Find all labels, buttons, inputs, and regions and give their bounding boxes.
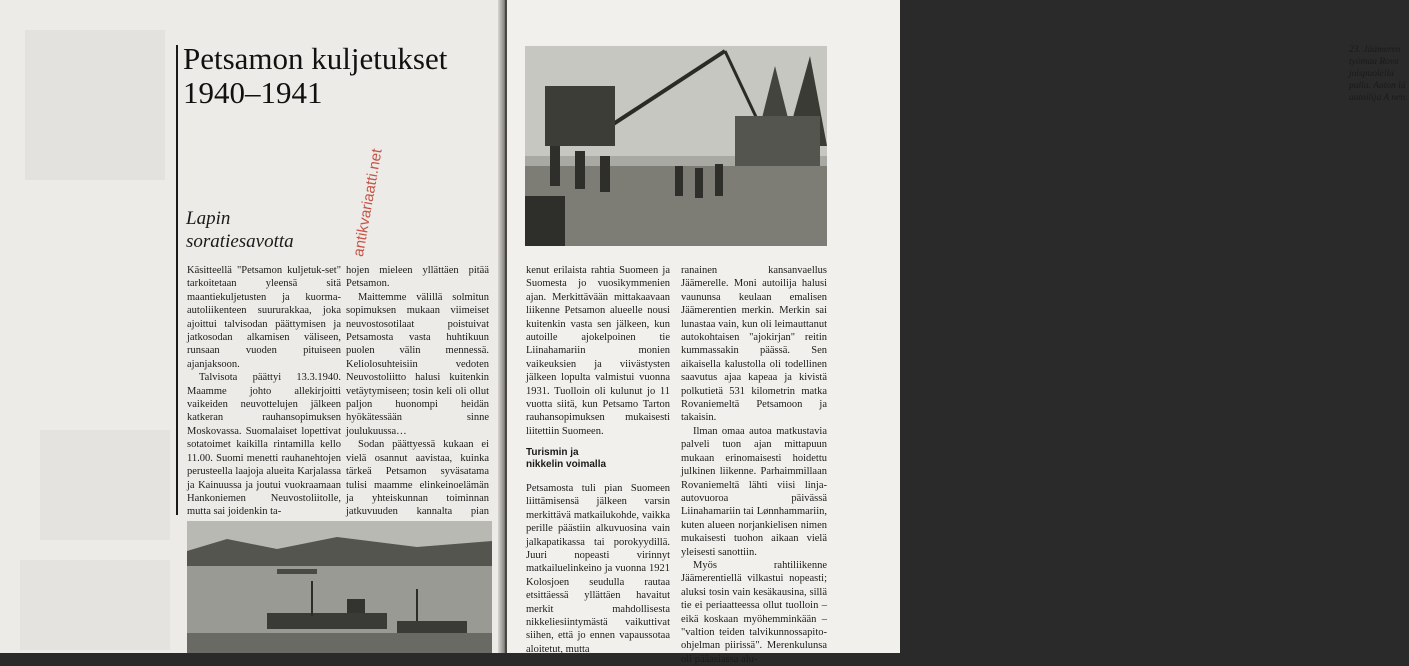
paragraph: hojen mieleen yllättäen pitää Petsamon. bbox=[346, 265, 489, 290]
left-page bbox=[0, 0, 505, 653]
text-column-4 bbox=[681, 264, 827, 666]
show-through-photo bbox=[40, 430, 170, 540]
text-column-1 bbox=[187, 264, 341, 519]
excavator-photo-illustration bbox=[525, 46, 827, 246]
subsection-heading-line-1: Turismin ja bbox=[526, 447, 579, 458]
paragraph: Myös rahtiliikenne Jäämerentiellä vilkastui nopeasti; aluksi tosin vain kesäkausina, sillä tie ei periaatteessa ollut tuolloin – eikä koskaan myöhemminkään – "valtion teiden talvikunnossapito-ohjelman piirissä". Merenkulunsa oli pääasiassa alu- bbox=[681, 559, 827, 665]
paragraph: Ilman omaa autoa matkustavia palveli tuon ajan mittapuun mukaan erinomaisesti hoidettu julkinen liikenne. Parhaimmillaan Rovaniemeltä lähti viisi linja-autovuoroa päivässä Liinahamariin tai Lønnhammariin, kuten alueen norjankielisen nimen mukaisesti tuohon aikaan vielä yleisesti sanottiin. bbox=[681, 425, 827, 558]
show-through-photo bbox=[25, 30, 165, 180]
paragraph: Petsamosta tuli pian Suomeen liittämisensä jälkeen varsin merkittävä matkailukohde, vaikka perille päästiin alkuvuosina vain jalkapatikassa tai porokyydillä. Juuri nopeasti virinnyt matkailuelinkeino ja vuonna 1921 Kolosjoen seudulla rautaa etsittäessä yllättäen havaitut merkit mahdollisesta nikkeliesiintymästä vaikuttivat siihen, että jo ennen vapaussotaa aloitetut, mutta bbox=[526, 483, 670, 655]
paragraph: ranainen kansanvaellus Jäämerelle. Moni autoilija halusi vaununsa keulaan emalisen Jäämerentien merkin. Merkin sai lunastaa vain, kun oli leimauttanut autokohtaisen "ajokirjan" reitin kummassakin päässä. Sen aikaisella kalustolla oli todellinen saavutus ajaa kapeaa ja kivistä polkutietä 531 kilometrin matka Rovaniemeltä Petsamoon ja takaisin. bbox=[681, 265, 827, 424]
excavator-photo bbox=[525, 46, 827, 246]
vertical-rule bbox=[176, 45, 178, 515]
title-line-1: Petsamon kuljetukset bbox=[183, 41, 448, 76]
paragraph: kenut erilaista rahtia Suomeen ja Suomesta jo vuosikymmenien ajan. Merkittävään mittakaavaan liikenne Petsamon alueelle nousi kuitenkin vasta sen jälkeen, kun autoille ajokelpoinen tie Liinahamariin monien vaikeuksien ja viivästysten jälkeen lopulta valmistui vuonna 1931. Tuolloin oli kulunut jo 11 vuotta siitä, kun Petsamo Tarton rauhansopimuksen mukaisesti liitettiin Suomeen. bbox=[526, 265, 670, 437]
paragraph: Sodan päättyessä kukaan ei vielä osannut aavistaa, kuinka tärkeä Petsamon syväsatama tulisi maamme elinkeinoelämän ja yhteiskunnan toiminnan jatkuvuuden kannalta pian bbox=[346, 439, 489, 518]
page-title bbox=[183, 42, 447, 110]
watermark: antikvariaatti.net bbox=[350, 147, 386, 258]
section-heading-line-2: soratiesavotta bbox=[186, 231, 294, 252]
text-column-3 bbox=[526, 264, 670, 438]
section-heading bbox=[186, 207, 294, 253]
paragraph: Maittemme välillä solmitun sopimuksen mukaan viimeiset neuvostosotilaat poistuivat Petsamosta vasta huhtikuun puolen välin mennessä. Keliolosuhteisiin vedoten Neuvostoliitto halusi kuitenkin vetäytymiseen; tosin keli oli ollut paljon huonompi heidän hyökätessään sinne joulukuussa… bbox=[346, 291, 489, 437]
paragraph: Käsitteellä "Petsamon kuljetuk-set" tarkoitetaan yleensä sitä maantiekuljetusten ja kuorma-autoliikenteen suururakkaa, joka ajoittui talvisodan päättymisen ja jatkosodan alkamisen väliseen, runsaan vuoden pituiseen ajanjaksoon. bbox=[187, 265, 341, 370]
subsection-heading-line-2: nikkelin voimalla bbox=[526, 459, 607, 470]
text-column-3b bbox=[526, 482, 670, 656]
title-line-2: 1940–1941 bbox=[183, 75, 323, 110]
paragraph: Talvisota päättyi 13.3.1940. Maamme johto allekirjoitti vaikeiden neuvottelujen jälkeen katkeran rauhansopimuksen Moskovassa. Suomalaiset lopettivat sotatoimet kaikilla rintamilla kello 11.00. Suomi menetti rauhanehtojen perusteella laajoja alueita Karjalassa ja Kainuussa ja joutui vuokraamaan Hankoniemen Neuvostoliitolle, mutta sai joidenkin ta- bbox=[187, 372, 341, 518]
text-column-2 bbox=[346, 264, 489, 546]
subsection-heading bbox=[526, 447, 606, 471]
harbour-photo bbox=[187, 521, 492, 653]
photo-caption: 23. Jäämeren työmaa Rova joispuolella pulla. Auton lä autoilija A nen. bbox=[1349, 45, 1408, 103]
section-heading-line-1: Lapin bbox=[186, 208, 231, 229]
show-through-photo bbox=[20, 560, 170, 650]
harbour-photo-illustration bbox=[187, 521, 492, 653]
